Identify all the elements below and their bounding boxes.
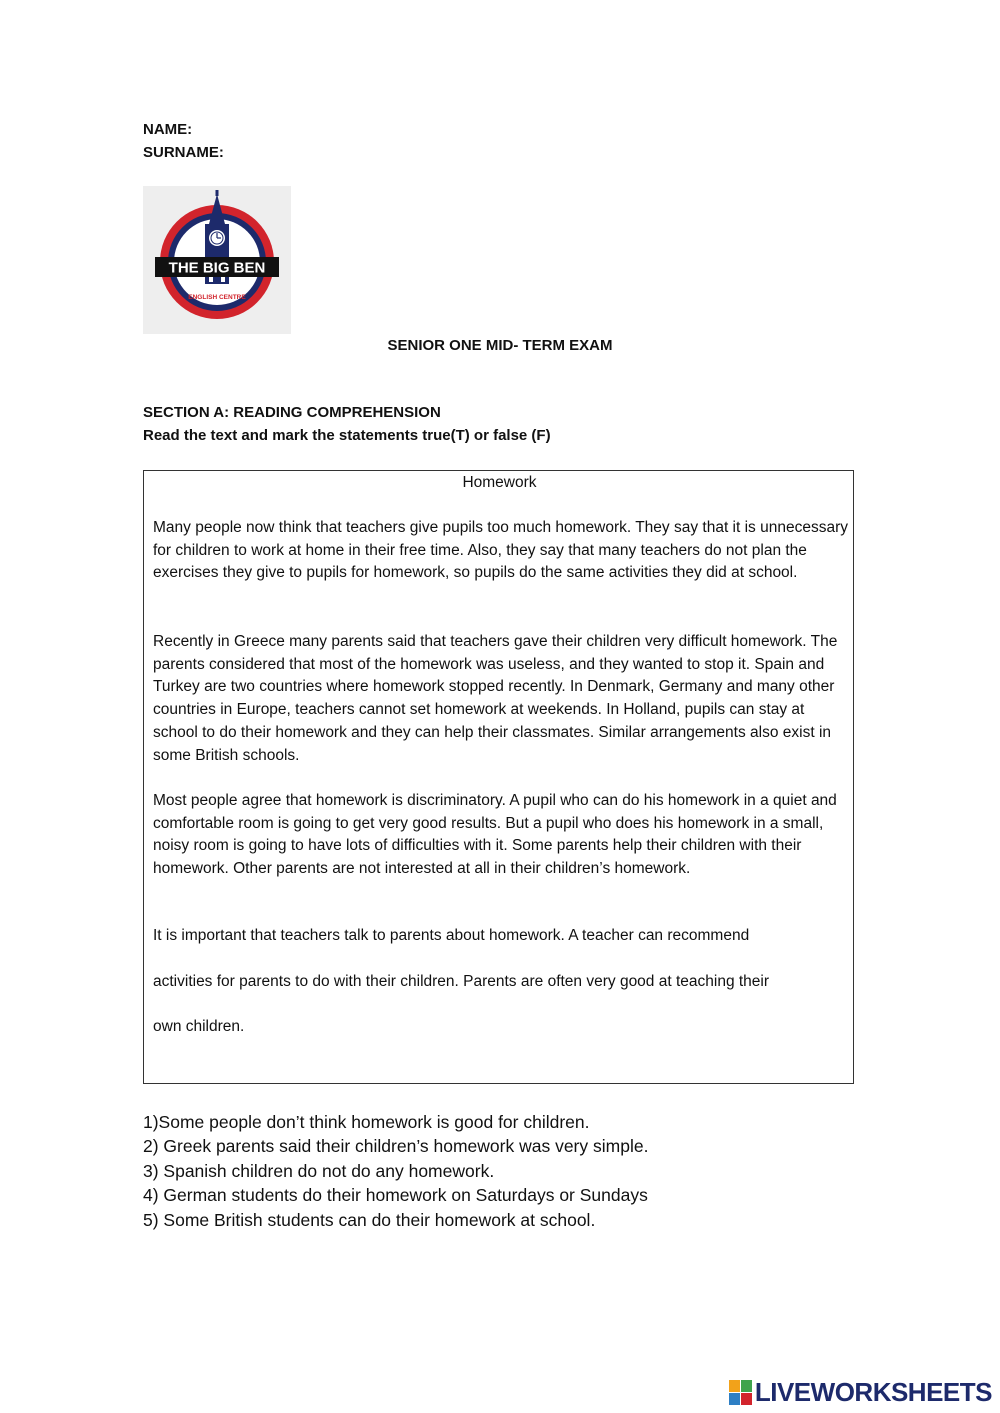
statement-item: 3) Spanish children do not do any homework.: [143, 1160, 495, 1181]
brand-text: LIVEWORKSHEETS: [754, 1377, 992, 1407]
reading-paragraph-line: It is important that teachers talk to parents about homework. A teacher can recommend: [153, 927, 750, 944]
exam-title: SENIOR ONE MID- TERM EXAM: [387, 337, 613, 354]
statement-item: 5) Some British students can do their homework at school.: [143, 1209, 596, 1230]
liveworksheets-brand: [729, 1377, 992, 1408]
statement-item: 4) German students do their homework on Saturdays or Sundays: [143, 1185, 648, 1206]
statement-item: 2) Greek parents said their children’s homework was very simple.: [143, 1136, 649, 1157]
statement-item: 1)Some people don’t think homework is good for children.: [143, 1112, 590, 1132]
big-ben-logo-icon: [143, 186, 291, 334]
statements-list: [143, 1110, 648, 1232]
reading-paragraph: Recently in Greece many parents said that teachers gave their children very difficult homework. The parents considered that most of the homework was useless, and they wanted to stop it. Spain and Turkey are two countries where homework stopped recently. In Denmark, Germany and many other countries in Europe, teachers cannot set homework at weekends. In Holland, pupils can stay at school to do their homework and they can help their classmates. Similar arrangements also exist in some British schools.: [153, 633, 838, 764]
surname-label: SURNAME:: [143, 144, 224, 161]
svg-text:THE BIG BEN: THE BIG BEN: [168, 259, 266, 277]
liveworksheets-logo-icon: [729, 1380, 753, 1406]
svg-text:ENGLISH CENTRE: ENGLISH CENTRE: [188, 294, 246, 301]
school-logo: [143, 186, 291, 334]
reading-title: Homework: [462, 474, 537, 491]
reading-text-box: [143, 470, 854, 1084]
reading-paragraph: Many people now think that teachers give pupils too much homework. They say that it is unnecessary for children to work at home in their free time. Also, they say that many teachers do not plan the exercises they give to pupils for homework, so pupils do the same activities they did at school.: [153, 519, 848, 582]
instruction-text: Read the text and mark the statements true(T) or false (F): [143, 427, 551, 444]
reading-paragraph: Most people agree that homework is discriminatory. A pupil who can do his homework in a quiet and comfortable room is going to get very good results. But a pupil who does his homework in a small, noisy room is going to have lots of difficulties with it. Some parents help their children with their homework. Other parents are not interested at all in their children’s homework.: [153, 792, 837, 878]
name-label: NAME:: [143, 121, 193, 138]
reading-paragraph-line: activities for parents to do with their children. Parents are often very good at teaching their: [153, 973, 770, 990]
reading-paragraph-line: own children.: [153, 1018, 245, 1035]
section-title: SECTION A: READING COMPREHENSION: [143, 404, 441, 421]
